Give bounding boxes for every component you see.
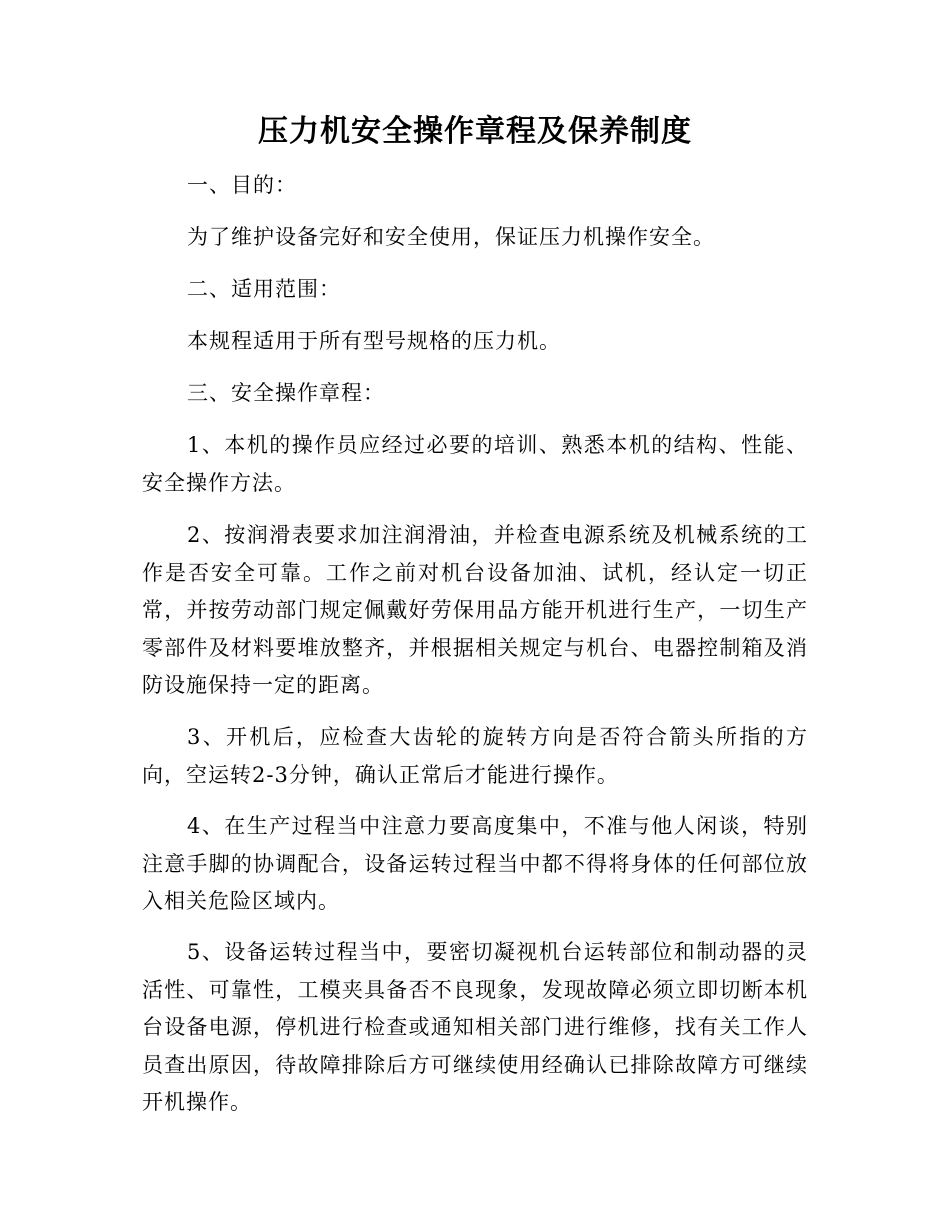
procedure-item-5: 5、设备运转过程当中，要密切凝视机台运转部位和制动器的灵活性、可靠性，工模夹具备否不良现象，发现故障必须立即切断本机台设备电源，停机进行检查或通知相关部门进行维修，找有关工作人员查出原因，待故障排除后方可继续使用经确认已排除故障方可继续开机操作。 [142,940,808,1114]
section-heading-procedures: 三、安全操作章程： [187,381,385,405]
scope-text: 本规程适用于所有型号规格的压力机。 [187,329,561,353]
section-heading-purpose: 一、目的： [187,173,297,197]
procedure-item-3: 3、开机后，应检查大齿轮的旋转方向是否符合箭头所指的方向，空运转2-3分钟，确认正常后才能进行操作。 [142,725,808,787]
procedure-item-4: 4、在生产过程当中注意力要高度集中，不准与他人闲谈，特别注意手脚的协调配合，设备运转过程当中都不得将身体的任何部位放入相关危险区域内。 [142,814,808,913]
purpose-text: 为了维护设备完好和安全使用，保证压力机操作安全。 [187,225,715,249]
procedure-item-1: 1、本机的操作员应经过必要的培训、熟悉本机的结构、性能、安全操作方法。 [142,433,808,495]
section-heading-scope: 二、适用范围： [187,277,341,301]
document-title: 压力机安全操作章程及保养制度 [258,114,692,149]
procedure-item-2: 2、按润滑表要求加注润滑油，并检查电源系统及机械系统的工作是否安全可靠。工作之前对机台设备加油、试机，经认定一切正常，并按劳动部门规定佩戴好劳保用品方能开机进行生产，一切生产零部件及材料要堆放整齐，并根据相关规定与机台、电器控制箱及消防设施保持一定的距离。 [142,523,808,697]
